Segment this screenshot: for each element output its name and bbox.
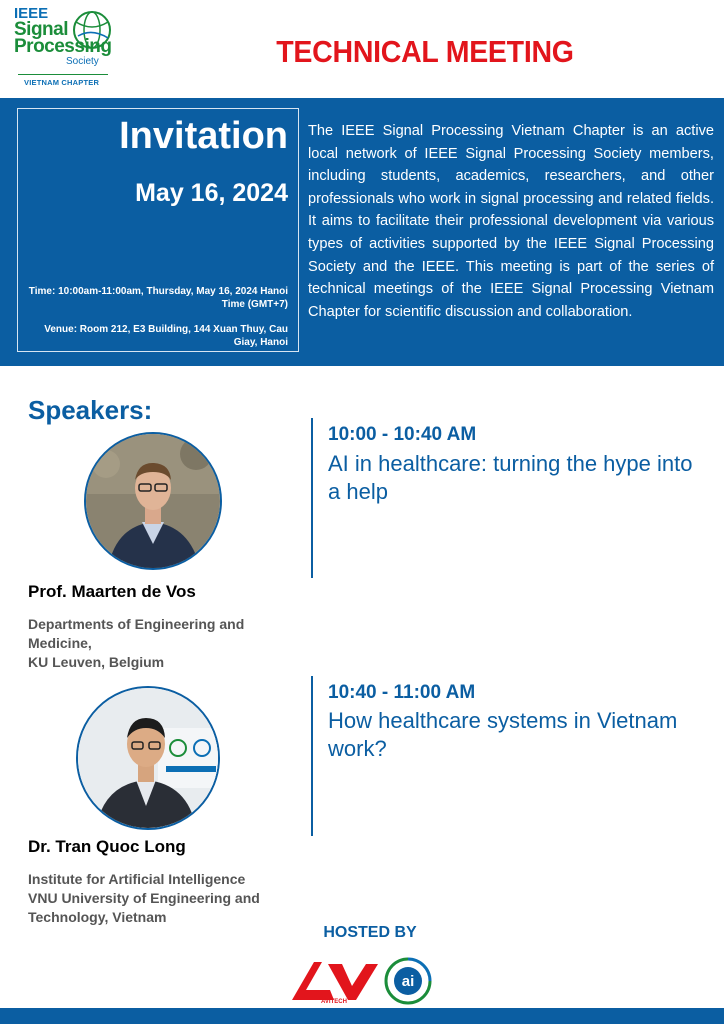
aviteh-logo	[290, 958, 380, 1009]
aviteh-logo-text: AVITECH	[321, 999, 347, 1004]
logo-divider	[18, 74, 108, 75]
speaker-photo-tran-quoc-long	[76, 686, 220, 830]
speaker-name: Dr. Tran Quoc Long	[28, 837, 186, 856]
logo-society-text: Society	[66, 56, 99, 67]
speaker-affiliation-line: VNU University of Engineering and Technology, Vietnam	[28, 890, 260, 925]
logo-ieee-text: IEEE	[14, 5, 49, 22]
logo-processing-text: Processing	[14, 36, 112, 57]
speakers-heading: Speakers:	[28, 395, 153, 425]
page-title: TECHNICAL MEETING	[276, 34, 574, 69]
speaker-affiliation	[28, 870, 308, 927]
bottom-bar	[0, 1008, 724, 1024]
invitation-title: Invitation	[119, 115, 288, 157]
talk-divider	[311, 676, 313, 836]
logo-signal-text: Signal	[14, 19, 69, 40]
talk-title: How healthcare systems in Vietnam work?	[328, 708, 678, 761]
invitation-venue: Venue: Room 212, E3 Building, 144 Xuan Thuy, Cau Giay, Hanoi	[44, 324, 288, 348]
speaker-name: Prof. Maarten de Vos	[28, 582, 196, 601]
talk-time: 10:40 - 11:00 AM	[328, 682, 476, 703]
talk-divider	[311, 418, 313, 578]
invitation-date: May 16, 2024	[135, 179, 288, 207]
talk-time: 10:00 - 10:40 AM	[328, 424, 477, 445]
invitation-box	[17, 108, 299, 352]
chapter-description: The IEEE Signal Processing Vietnam Chapter is an active local network of IEEE Signal Processing Society members, including students, academics, researchers, and other professionals who work in signal processing and related fields. It aims to facilitate their professional development via various types of activities supported by the IEEE Signal Processing Society and the IEEE. This meeting is part of the series of technical meetings of the IEEE Signal Processing Vietnam Chapter for scientific discussion and collaboration.	[308, 123, 714, 320]
logo-chapter-text: VIETNAM CHAPTER	[24, 78, 100, 87]
speaker-affiliation-line: Institute for Artificial Intelligence	[28, 871, 246, 887]
talk-title: AI in healthcare: turning the hype into a help	[328, 451, 693, 504]
speaker-affiliation	[28, 615, 308, 672]
ai-institute-logo	[382, 955, 434, 1012]
invitation-time: Time: 10:00am-11:00am, Thursday, May 16, 2024 Hanoi Time (GMT+7)	[28, 286, 288, 310]
ai-logo-text: ai	[401, 973, 415, 990]
speaker-photo-maarten-de-vos	[84, 432, 222, 570]
hosted-by-label: HOSTED BY	[323, 924, 417, 941]
ieee-sps-vietnam-logo	[14, 6, 114, 90]
speaker-affiliation-line: KU Leuven, Belgium	[28, 654, 165, 670]
speaker-affiliation-line: Departments of Engineering and Medicine,	[28, 616, 245, 651]
